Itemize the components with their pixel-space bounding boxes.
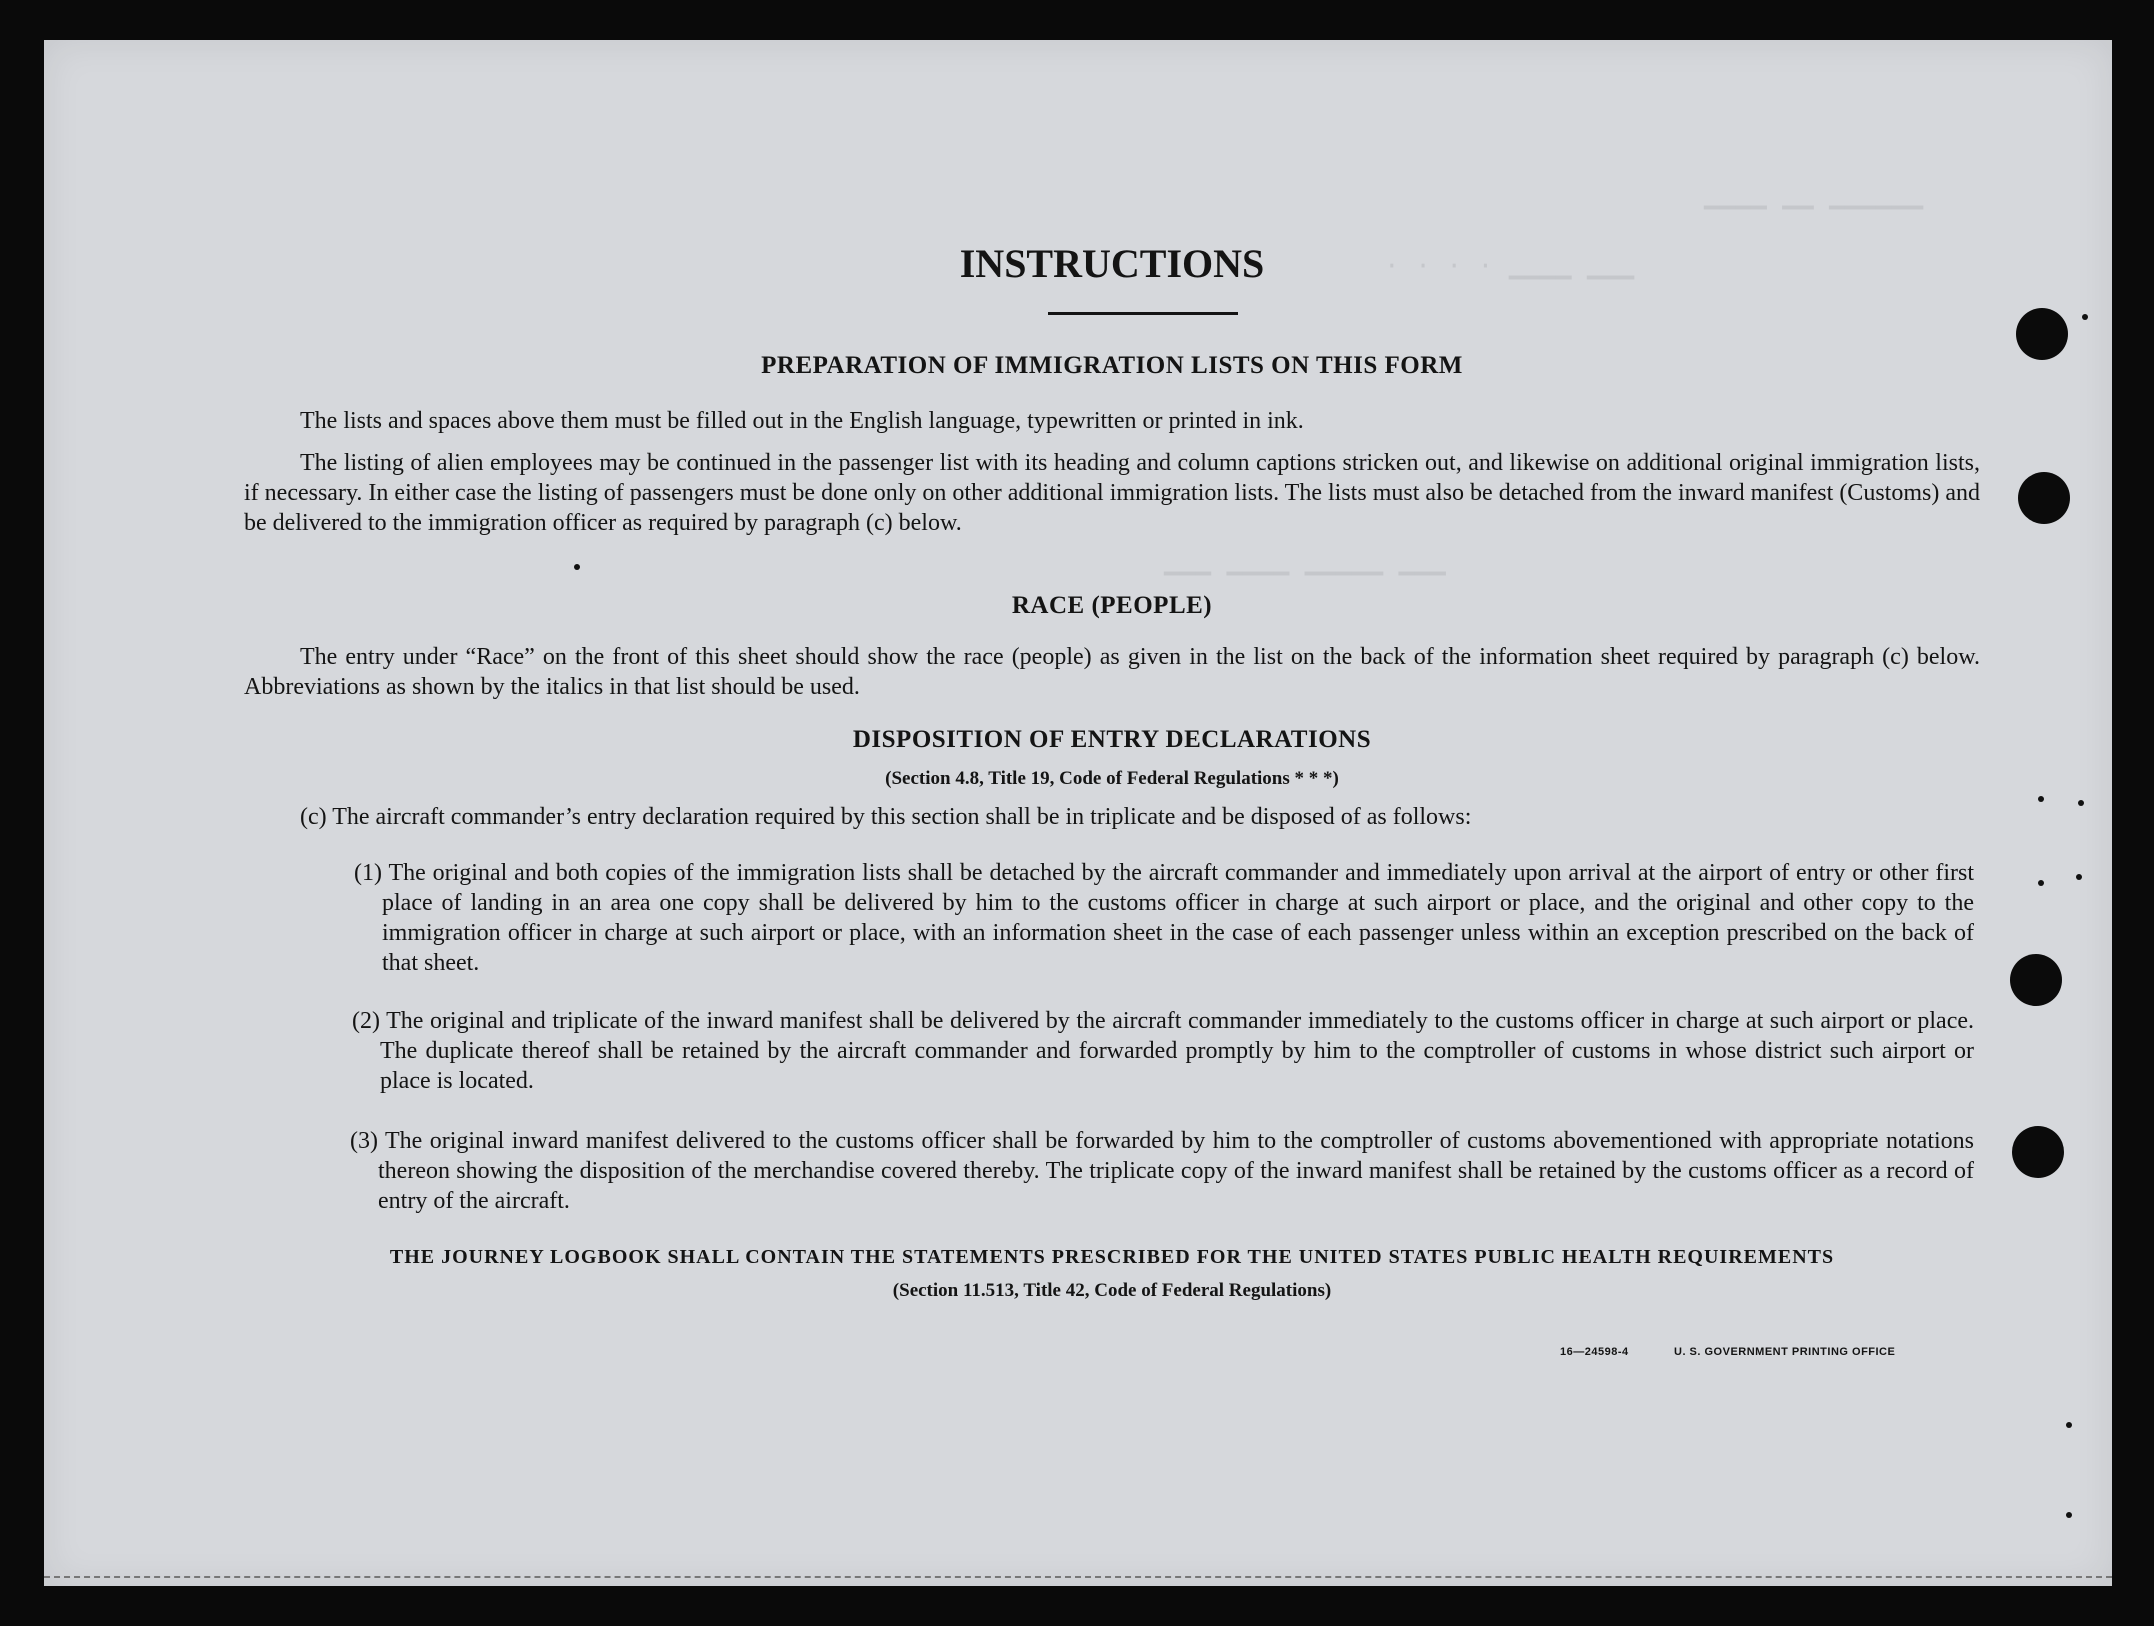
title-underline [1048,312,1238,315]
punch-hole [2010,954,2062,1006]
speck [2066,1512,2072,1518]
speck [2078,800,2084,806]
paragraph-language: The lists and spaces above them must be filled out in the English language, typewritten or printed in ink. [300,408,1304,434]
paragraph-alien-employees: The listing of alien employees may be continued in the passenger list with its heading and column captions stricken out, and likewise on additional original immigration lists, if necessary. In either case the listing of passengers must be done only on other additional immigration lists. The lists must also be detached from the inward manifest (Customs) and be delivered to the immigration officer as required by paragraph (c) below. [244,450,1980,536]
footer-citation: (Section 11.513, Title 42, Code of Federal Regulations) [892,1280,1332,1301]
list-item-1: (1) The original and both copies of the immigration lists shall be detached by the aircraft commander and immediately upon arrival at the airport of entry or other first place of landing in an area one copy shall be delivered by him to the customs officer in charge at such airport or place, and the original and other copy to the immigration officer in charge at such airport or place, with an information sheet in the case of each passenger unless within an exception prescribed on the back of that sheet. [354,860,1974,976]
bleed-through: ▁▁▁▁ ▁▁ ▁▁▁▁▁▁ [1704,181,1924,211]
section-heading-preparation: PREPARATION OF IMMIGRATION LISTS ON THIS FORM [761,352,1463,379]
section-heading-race: RACE (PEOPLE) [1011,592,1213,619]
list-item-3: (3) The original inward manifest delivered to the customs officer shall be forwarded by him to the comptroller of customs abovementioned with appropriate notations thereon showing the disposition of the merchandise covered thereby. The triplicate copy of the inward manifest shall be retained by the customs officer as a record of entry of the aircraft. [350,1128,1974,1214]
speck [2038,880,2044,886]
speck [2082,314,2088,320]
speck [2066,1422,2072,1428]
list-item-2: (2) The original and triplicate of the inward manifest shall be delivered by the aircraft commander immediately to the customs officer in charge at such airport or place. The duplicate thereof shall be retained by the aircraft commander and forwarded promptly by him to the comptroller of customs in whose district such airport or place is located. [352,1008,1974,1094]
bleed-through: ▁▁▁ ▁▁▁▁ ▁▁▁▁▁ ▁▁▁ [1164,547,1446,577]
speck [2038,796,2044,802]
section-heading-disposition: DISPOSITION OF ENTRY DECLARATIONS [852,726,1372,753]
punch-hole [2016,308,2068,360]
footer-statement: THE JOURNEY LOGBOOK SHALL CONTAIN THE STATEMENTS PRESCRIBED FOR THE UNITED STATES PUBLIC HEALTH REQUIREMENTS [389,1246,1835,1268]
printer-imprint: U. S. GOVERNMENT PRINTING OFFICE [1674,1346,1896,1358]
print-code: 16—24598-4 [1560,1346,1629,1358]
paragraph-race: The entry under “Race” on the front of this sheet should show the race (people) as given in the list on the back of the information sheet required by paragraph (c) below. Abbreviations as shown by the italics in that list should be used. [244,644,1980,700]
page-title: INSTRUCTIONS [959,241,1265,286]
sheet-bottom-edge [44,1576,2112,1586]
punch-hole [2018,472,2070,524]
speck [2076,874,2082,880]
document-sheet [44,40,2112,1586]
bleed-through: · · · · ▁▁▁▁ ▁▁▁ [1384,251,1634,281]
punch-hole [2012,1126,2064,1178]
section-citation: (Section 4.8, Title 19, Code of Federal Regulations * * *) [885,768,1339,789]
speck [574,564,580,570]
paragraph-intro-c: (c) The aircraft commander’s entry declaration required by this section shall be in triplicate and be disposed of as follows: [300,804,1472,830]
